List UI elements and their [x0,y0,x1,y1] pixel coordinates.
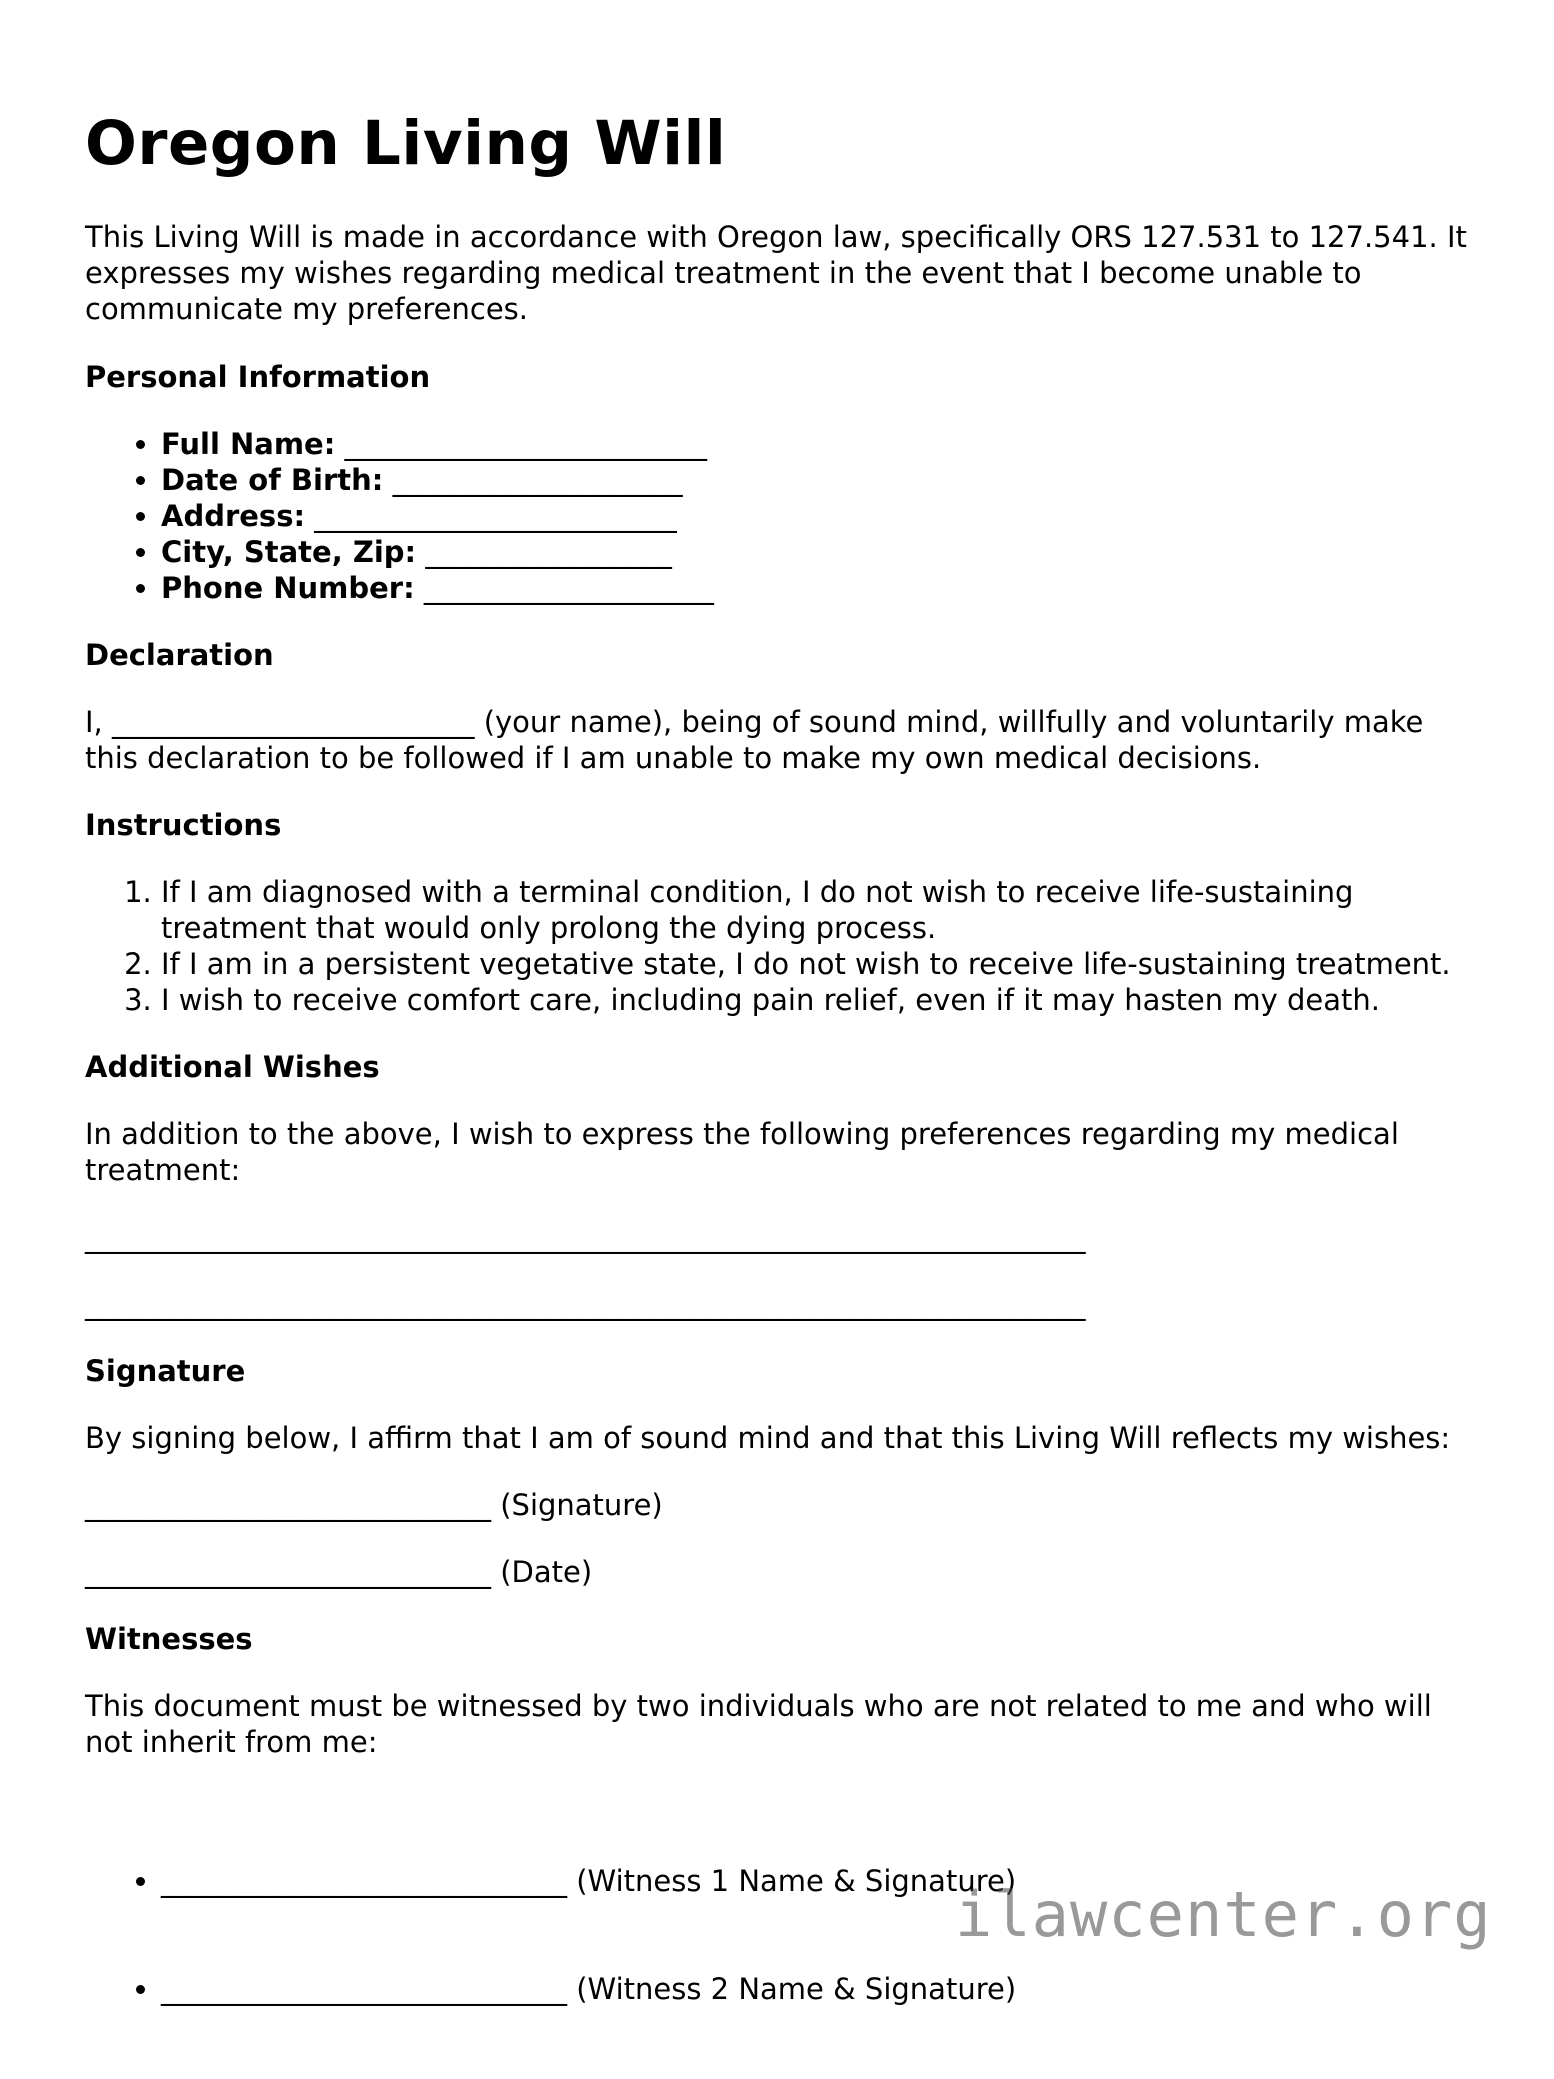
witness-item-1: • ____________________________ (Witness 1 Name & Signature) [161,1863,1485,1899]
additional-wishes-heading: Additional Wishes [85,1050,380,1084]
instructions-list [85,874,1485,1018]
field-blank-date-of-birth: ____________________ [392,463,683,497]
field-blank-city-state-zip: _________________ [425,535,672,569]
witnesses-paragraph: This document must be witnessed by two individuals who are not related to me and who will not inherit from me: [85,1689,1432,1759]
intro-paragraph: This Living Will is made in accordance with Oregon law, specifically ORS 127.531 to 127.541. It expresses my wishes regarding medical treatment in the event that I become unable to communicate my preferences. [85,220,1467,326]
signature-paragraph: By signing below, I affirm that I am of sound mind and that this Living Will reflects my wishes: [85,1421,1451,1455]
signature-line: ____________________________ (Signature) [85,1488,663,1522]
watermark: ilawcenter.org [955,1878,1492,1951]
date-line: ____________________________ (Date) [85,1555,593,1589]
declaration-heading: Declaration [85,638,274,672]
document-title: Oregon Living Will [85,108,727,179]
field-label-phone-number: Phone Number: [161,571,415,605]
instruction-item-1: 1. If I am diagnosed with a terminal condition, I do not wish to receive life-sustaining treatment that would only prolong the dying process. [161,874,1485,946]
field-label-date-of-birth: Date of Birth: [161,463,384,497]
personal-information-heading: Personal Information [85,360,431,394]
field-blank-address: _________________________ [314,499,677,533]
document-content [85,105,1485,2079]
field-label-address: Address: [161,499,306,533]
instruction-item-2: 2. If I am in a persistent vegetative state, I do not wish to receive life-sustaining treatment. [161,946,1485,982]
list-item [161,570,1485,606]
personal-information-list [85,426,1485,606]
additional-wishes-blank-line-2: _____________________________________________________________________ [85,1287,1086,1321]
additional-wishes-paragraph: In addition to the above, I wish to express the following preferences regarding my medical treatment: [85,1117,1399,1187]
witnesses-heading: Witnesses [85,1622,253,1656]
list-item [161,426,1485,462]
field-label-city-state-zip: City, State, Zip: [161,535,417,569]
witness-item-2: • ____________________________ (Witness 2 Name & Signature) [161,1971,1485,2007]
field-blank-full-name: _________________________ [344,427,708,461]
list-item [161,534,1485,570]
list-item [161,462,1485,498]
field-label-full-name: Full Name: [161,427,336,461]
declaration-paragraph: I, _________________________ (your name), being of sound mind, willfully and voluntarily make this declaration to be followed if I am unable to make my own medical decisions. [85,705,1424,775]
list-item [161,498,1485,534]
additional-wishes-blank-line-1: _____________________________________________________________________ [85,1220,1086,1254]
instructions-heading: Instructions [85,808,282,842]
signature-heading: Signature [85,1354,246,1388]
instruction-item-3: 3. I wish to receive comfort care, including pain relief, even if it may hasten my death. [161,982,1485,1018]
field-blank-phone-number: ____________________ [423,571,714,605]
